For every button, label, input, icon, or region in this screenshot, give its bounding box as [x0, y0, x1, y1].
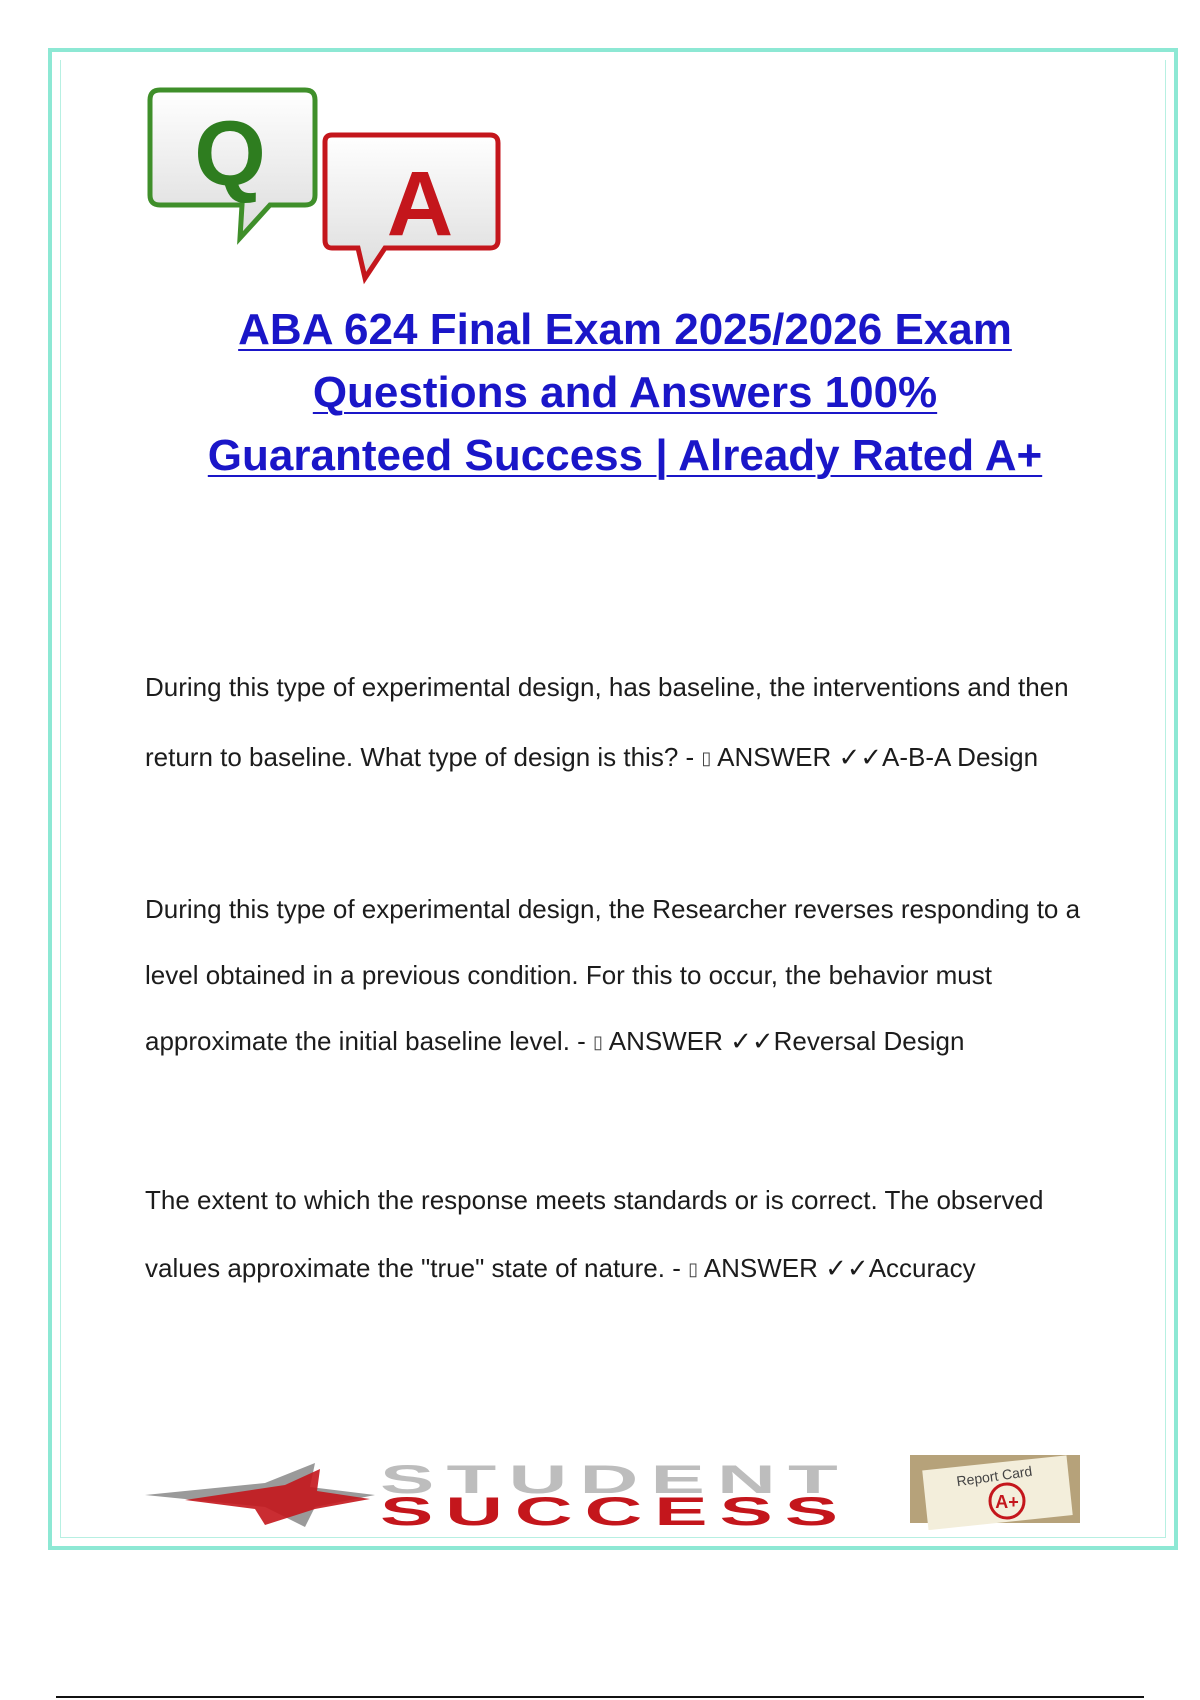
report-card-image [910, 1455, 1080, 1530]
checkmarks-icon: ✓✓ [838, 742, 883, 772]
answer-text: Reversal Design [773, 1026, 965, 1056]
star-swoosh-icon [145, 1463, 375, 1527]
answer-text: Accuracy [868, 1253, 976, 1283]
qa-item-2 [145, 876, 1105, 1075]
report-card-label: Report Card [955, 1462, 1034, 1490]
question-text: During this type of experimental design, the Researcher reverses responding to a level obtained in a previous condition. For this to occur, the behavior must approximate the initial baseline level. - [145, 894, 1081, 1056]
banner-word-success: SUCCESS [380, 1490, 850, 1530]
student-success-banner [145, 1455, 1080, 1530]
title-line-1: ABA 624 Final Exam 2025/2026 Exam [238, 305, 1012, 354]
answer-marker-icon: ▯ [701, 748, 712, 768]
a-bubble [325, 135, 498, 278]
question-text: During this type of experimental design, has baseline, the interventions and then return to baseline. What type of design is this? - [145, 672, 1069, 772]
bottom-rule [56, 1696, 1144, 1698]
answer-label: ANSWER [602, 1026, 731, 1056]
q-bubble [150, 90, 315, 238]
report-card-grade: A+ [995, 1492, 1019, 1512]
qa-logo [140, 80, 520, 305]
answer-text: A-B-A Design [882, 742, 1039, 772]
document-title [100, 298, 1150, 487]
question-text: The extent to which the response meets standards or is correct. The observed values approximate the "true" state of nature. - [145, 1185, 1044, 1283]
checkmarks-icon: ✓✓ [730, 1026, 774, 1056]
title-line-3: Guaranteed Success | Already Rated A+ [207, 431, 1043, 480]
answer-label: ANSWER [711, 742, 839, 772]
checkmarks-icon: ✓✓ [825, 1253, 869, 1283]
banner-word-student: STUDENT [380, 1458, 850, 1502]
answer-label: ANSWER [698, 1253, 826, 1283]
a-letter: A [386, 153, 454, 255]
q-letter: Q [194, 103, 266, 205]
answer-marker-icon: ▯ [688, 1259, 698, 1279]
qa-item-3 [145, 1166, 1105, 1303]
qa-item-1 [145, 652, 1105, 793]
answer-marker-icon: ▯ [593, 1032, 603, 1052]
title-line-2: Questions and Answers 100% [312, 368, 938, 417]
